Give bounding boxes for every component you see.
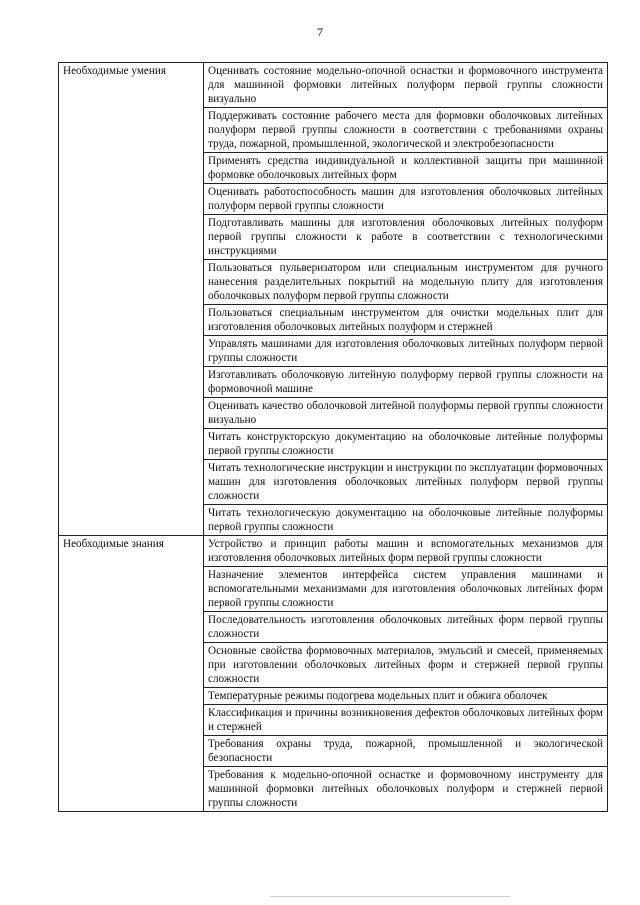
- requirement-item: Последовательность изготовления оболочковых литейных форм первой группы сложности: [204, 612, 608, 643]
- requirement-item: Устройство и принцип работы машин и вспомогательных механизмов для изготовления оболочковых литейных форм первой группы сложности: [204, 536, 608, 567]
- requirement-item: Оценивать работоспособность машин для изготовления оболочковых литейных полуформ первой группы сложности: [204, 184, 608, 215]
- requirement-item: Подготавливать машины для изготовления оболочковых литейных полуформ первой группы сложности к работе в соответствии с технологическими инструкциями: [204, 215, 608, 260]
- requirement-item: Применять средства индивидуальной и коллективной защиты при машинной формовке оболочковых литейных форм: [204, 153, 608, 184]
- requirement-item: Назначение элементов интерфейса систем управления машинами и вспомогательными механизмами для изготовления оболочковых литейных форм первой группы сложности: [204, 567, 608, 612]
- requirement-item: Требования к модельно-опочной оснастке и формовочному инструменту для машинной формовки литейных оболочковых полуформ и стержней первой группы сложности: [204, 767, 608, 812]
- requirement-item: Температурные режимы подогрева модельных плит и обжига оболочек: [204, 688, 608, 705]
- table-row: [59, 63, 608, 108]
- requirement-item: Читать технологическую документацию на оболочковые литейные полуформы первой группы сложности: [204, 505, 608, 536]
- section-label: Необходимые умения: [59, 63, 204, 536]
- requirement-item: Пользоваться пульверизатором или специальным инструментом для ручного нанесения разделительных покрытий на модельную плиту для изготовления оболочковых полуформ первой группы сложности: [204, 260, 608, 305]
- requirement-item: Основные свойства формовочных материалов, эмульсий и смесей, применяемых при изготовлении оболочковых литейных форм и стержней первой группы сложности: [204, 643, 608, 688]
- requirement-item: Изготавливать оболочковую литейную полуформу первой группы сложности на формовочной машине: [204, 367, 608, 398]
- requirement-item: Оценивать состояние модельно-опочной оснастки и формовочного инструмента для машинной формовки литейных полуформ первой группы сложности визуально: [204, 63, 608, 108]
- scan-artifact-line: [270, 896, 510, 897]
- requirements-table: [58, 62, 608, 812]
- requirement-item: Требования охраны труда, пожарной, промышленной и экологической безопасности: [204, 736, 608, 767]
- requirement-item: Поддерживать состояние рабочего места для формовки оболочковых литейных полуформ первой группы сложности в соответствии с требованиями охраны труда, пожарной, промышленной, экологической и электробезопасности: [204, 108, 608, 153]
- table-row: [59, 536, 608, 567]
- requirement-item: Читать технологические инструкции и инструкции по эксплуатации формовочных машин для изготовления оболочковых литейных полуформ первой группы сложности: [204, 460, 608, 505]
- requirements-table-body: [59, 63, 608, 812]
- page-number: 7: [317, 25, 323, 39]
- section-label: Необходимые знания: [59, 536, 204, 812]
- requirement-item: Пользоваться специальным инструментом для очистки модельных плит для изготовления оболочковых литейных полуформ и стержней: [204, 305, 608, 336]
- requirement-item: Управлять машинами для изготовления оболочковых литейных полуформ первой группы сложности: [204, 336, 608, 367]
- requirement-item: Классификация и причины возникновения дефектов оболочковых литейных форм и стержней: [204, 705, 608, 736]
- requirement-item: Читать конструкторскую документацию на оболочковые литейные полуформы первой группы сложности: [204, 429, 608, 460]
- requirement-item: Оценивать качество оболочковой литейной полуформы первой группы сложности визуально: [204, 398, 608, 429]
